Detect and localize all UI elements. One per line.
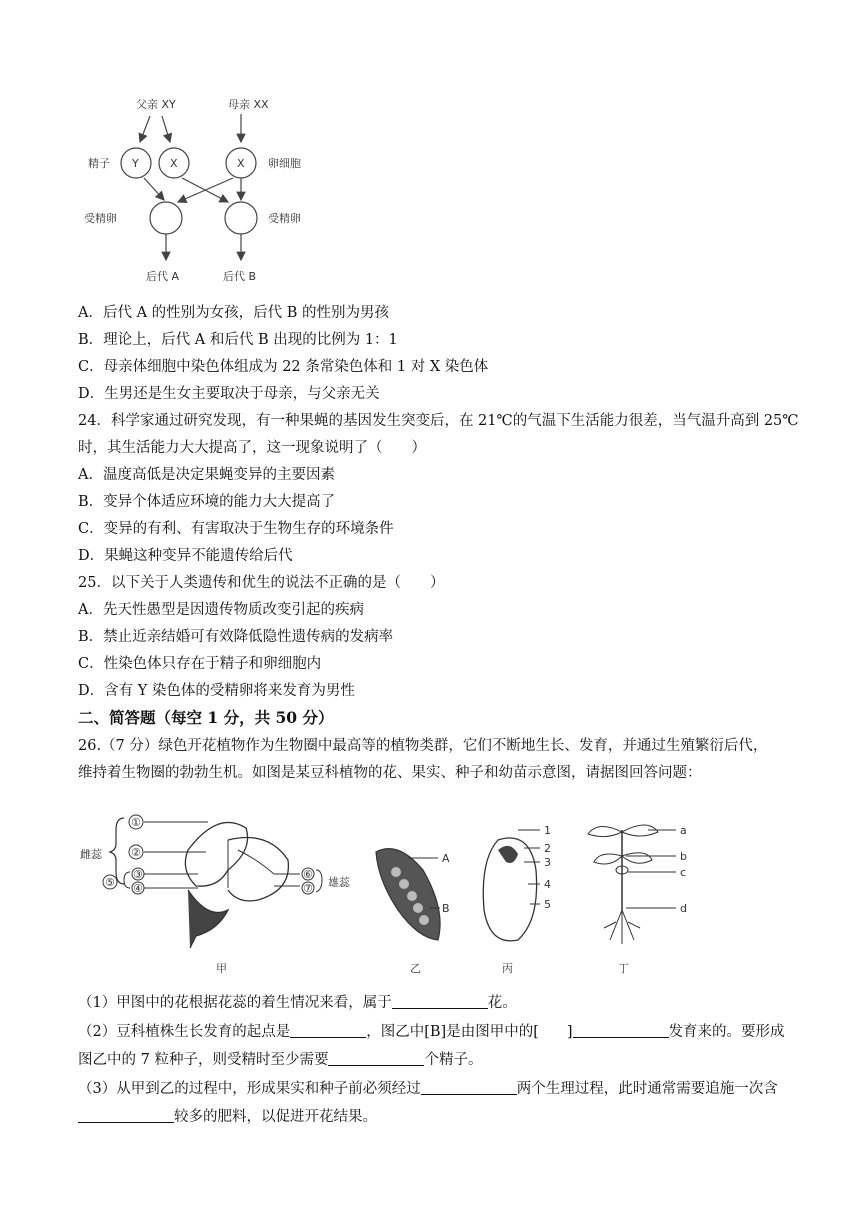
seedling-part-a: a: [680, 824, 687, 837]
q25-option-a: A．先天性愚型是因遗传物质改变引起的疾病: [78, 602, 364, 618]
q26-sub2-blank1[interactable]: [290, 1023, 366, 1038]
q26-stem-line1: 26.（7 分）绿色开花植物作为生物圈中最高等的植物类群，它们不断地生长、发育，并通过生殖繁衍后代，: [78, 738, 768, 754]
q26-sub2-line2-b: 个精子。: [424, 1052, 483, 1068]
section2-heading: 二、简答题（每空 1 分，共 50 分）: [78, 708, 334, 727]
seed-part-2: 2: [544, 842, 551, 855]
q25-option-c: C．性染色体只存在于精子和卵细胞内: [78, 656, 322, 672]
pod-label-b: B: [442, 902, 450, 915]
egg-x-text: X: [237, 157, 245, 170]
q23-option-a: A．后代 A 的性别为女孩，后代 B 的性别为男孩: [78, 305, 390, 321]
q26-sub1: [78, 991, 517, 1012]
q26-sub3-blank2[interactable]: [78, 1108, 174, 1123]
q26-sub3-line1: [78, 1077, 778, 1098]
zygote-a-circle: [150, 202, 182, 234]
figure-jia-label: 甲: [216, 962, 227, 975]
q23-option-c: C．母亲体细胞中染色体组成为 22 条常染色体和 1 对 X 染色体: [78, 359, 489, 375]
q25-stem: 25．以下关于人类遗传和优生的说法不正确的是（ ）: [78, 575, 445, 591]
q26-sub2-blank2[interactable]: [573, 1023, 669, 1038]
q26-sub3-line2: [78, 1105, 377, 1126]
q26-sub3-a: （3）从甲到乙的过程中，形成果实和种子前必须经过: [78, 1081, 421, 1097]
father-label: 父亲 XY: [136, 98, 176, 111]
q26-sub2-blank3[interactable]: [328, 1051, 424, 1066]
q24-stem-line2: 时，其生活能力大大提高了，这一现象说明了（ ）: [78, 440, 426, 456]
flower-part-6: ⑥: [303, 868, 313, 881]
seedling-part-c: c: [680, 866, 687, 879]
figure-ding-label: 丁: [618, 962, 629, 975]
q26-sub2-b: ，图乙中[B]是由图甲中的[: [366, 1024, 539, 1040]
flower-part-5: ⑤: [105, 876, 115, 889]
seed-part-1: 1: [544, 824, 551, 837]
seed-part-4: 4: [544, 878, 551, 891]
plant-figure: [78, 800, 718, 980]
figure-bing-label: 丙: [502, 962, 513, 975]
q26-sub2-line1: [78, 1020, 785, 1041]
zygote-b-circle: [225, 202, 257, 234]
seed-part-5: 5: [544, 898, 551, 911]
offspring-b-label: 后代 B: [223, 270, 257, 283]
sperm-label: 精子: [88, 157, 110, 170]
q26-sub3-b: 两个生理过程，此时通常需要追施一次含: [516, 1081, 778, 1097]
q26-sub1-blank[interactable]: [392, 994, 488, 1009]
flower-part-4: ④: [133, 882, 143, 895]
q26-stem-line2: 维持着生物圈的勃勃生机。如图是某豆科植物的花、果实、种子和幼苗示意图，请据图回答问题：: [78, 765, 702, 781]
genetics-diagram: [78, 92, 378, 292]
q26-sub2-line2-a: 图乙中的 7 粒种子，则受精时至少需要: [78, 1052, 329, 1068]
q26-sub2-a: （2）豆科植株生长发育的起点是: [78, 1024, 291, 1040]
q26-sub2-line2: [78, 1048, 482, 1069]
egg-label: 卵细胞: [268, 157, 301, 170]
q26-sub1-pre: （1）甲图中的花根据花蕊的着生情况来看，属于: [78, 995, 392, 1011]
q26-sub2-c: ]: [566, 1024, 573, 1040]
mother-label: 母亲 XX: [228, 98, 269, 111]
seedling-part-b: b: [680, 850, 687, 863]
q25-option-b: B．禁止近亲结婚可有效降低隐性遗传病的发病率: [78, 629, 394, 645]
flower-part-1: ①: [131, 816, 141, 829]
q26-sub3-line2-b: 较多的肥料，以促进开花结果。: [174, 1109, 377, 1125]
q23-option-d: D．生男还是生女主要取决于母亲，与父亲无关: [78, 386, 380, 402]
q25-option-d: D．含有 Y 染色体的受精卵将来发育为男性: [78, 683, 355, 699]
pistil-label: 雌蕊: [80, 848, 102, 861]
q24-option-b: B．变异个体适应环境的能力大大提高了: [78, 494, 336, 510]
offspring-a-label: 后代 A: [146, 270, 180, 283]
flower-part-7: ⑦: [303, 882, 313, 895]
flower-part-3: ③: [133, 868, 143, 881]
stamen-label: 雄蕊: [328, 876, 350, 889]
sperm-y-text: Y: [132, 157, 139, 170]
figure-yi-label: 乙: [410, 962, 421, 975]
q24-option-d: D．果蝇这种变异不能遗传给后代: [78, 548, 293, 564]
seed-part-3: 3: [544, 856, 551, 869]
seedling-part-d: d: [680, 902, 687, 915]
pod-label-a: A: [442, 852, 450, 865]
zygote-label-right: 受精卵: [268, 212, 301, 225]
q23-option-b: B．理论上，后代 A 和后代 B 出现的比例为 1：1: [78, 332, 398, 348]
sperm-x-text: X: [170, 157, 178, 170]
q24-stem-line1: 24．科学家通过研究发现，有一种果蝇的基因发生突变后，在 21℃的气温下生活能力很差，当气温升高到 25℃: [78, 413, 799, 429]
flower-part-2: ②: [131, 846, 141, 859]
q26-sub1-post: 花。: [487, 995, 517, 1011]
q24-option-c: C．变异的有利、有害取决于生物生存的环境条件: [78, 521, 394, 537]
q24-option-a: A．温度高低是决定果蝇变异的主要因素: [78, 467, 335, 483]
q26-sub3-blank1[interactable]: [421, 1080, 517, 1095]
q26-sub2-d: 发育来的。要形成: [668, 1024, 785, 1040]
zygote-label-left: 受精卵: [84, 212, 117, 225]
